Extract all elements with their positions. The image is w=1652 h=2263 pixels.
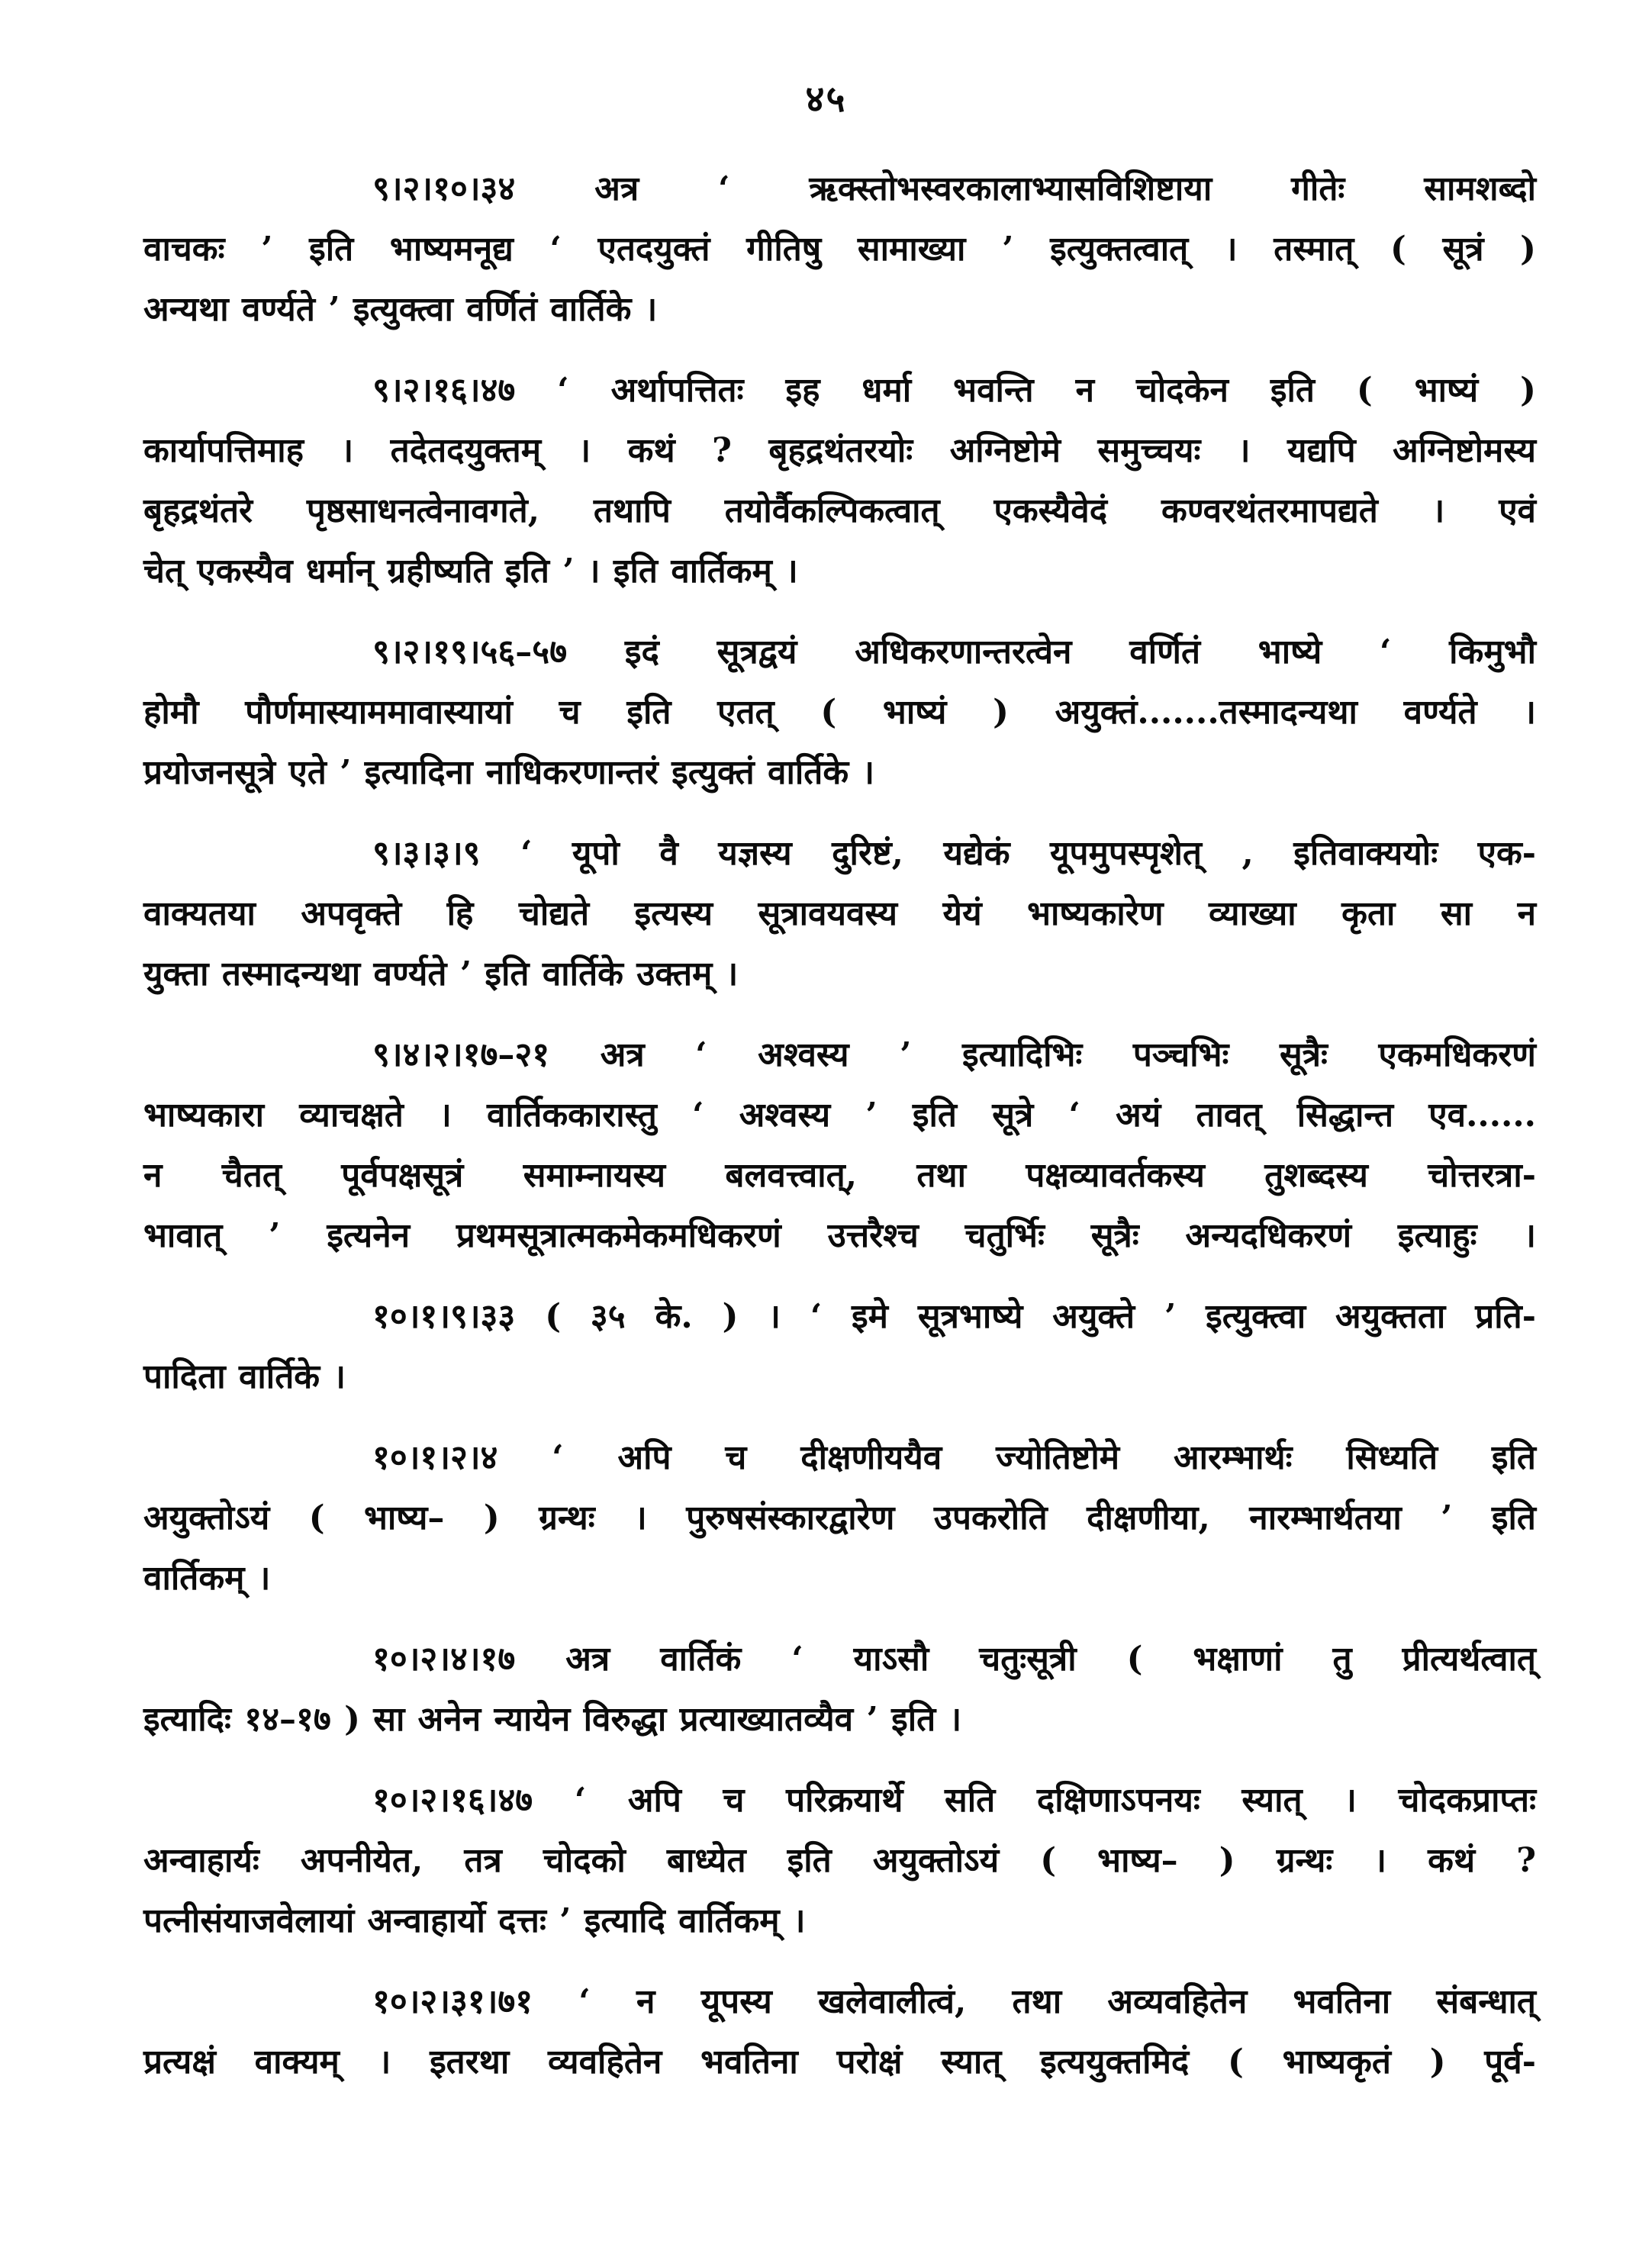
paragraph xyxy=(143,1770,1536,1951)
text-line: ९।२।१६।४७ ‘ अर्थापत्तितः इह धर्मा भवन्ति न चोदकेन इति ( भाष्यं ) xyxy=(372,371,1536,410)
text-line: प्रत्यक्षं वाक्यम् । इतरथा व्यवहितेन भवतिना परोक्षं स्यात् इत्ययुक्तमिदं ( भाष्यकृतं ) पूर्व- xyxy=(143,2042,1536,2081)
paragraph xyxy=(143,1428,1536,1608)
text-line: होमौ पौर्णमास्याममावास्यायां च इति एतत् ( भाष्यं ) अयुक्तं.......तस्मादन्यथा वर्ण्यते । xyxy=(143,693,1536,732)
text-line: कार्यापत्तिमाह । तदेतदयुक्तम् । कथं ? बृहद्रथंतरयोः अग्निष्टोमे समुच्चयः । यद्यपि अग्निष्टोमस्य xyxy=(143,431,1536,470)
page-number: ४५ xyxy=(805,78,847,121)
text-line: अन्यथा वर्ण्यते ’ इत्युक्त्वा वर्णितं वार्तिके । xyxy=(143,290,658,329)
text-line: १०।२।३१।७१ ‘ न यूपस्य खलेवालीत्वं, तथा अव्यवहितेन भवतिना संबन्धात् xyxy=(372,1982,1536,2021)
text-line: युक्ता तस्मादन्यथा वर्ण्यते ’ इति वार्तिके उक्तम् । xyxy=(143,954,739,993)
text-line: वार्तिकम् । xyxy=(143,1559,271,1598)
paragraph xyxy=(143,1025,1536,1266)
page-body xyxy=(143,159,1536,2113)
text-line: ९।३।३।९ ‘ यूपो वै यज्ञस्य दुरिष्टं, यद्येकं यूपमुपस्पृशेत् , इतिवाक्ययोः एक- xyxy=(372,834,1536,873)
text-line: पादिता वार्तिके । xyxy=(143,1357,346,1396)
text-line: ९।२।१९।५६–५७ इदं सूत्रद्वयं अधिकरणान्तरत्वेन वर्णितं भाष्ये ‘ किमुभौ xyxy=(372,633,1536,671)
text-line: अन्वाहार्यः अपनीयेत, तत्र चोदको बाध्येत इति अयुक्तोऽयं ( भाष्य– ) ग्रन्थः । कथं ? xyxy=(143,1841,1536,1880)
paragraph xyxy=(143,823,1536,1004)
text-line: १०।२।१६।४७ ‘ अपि च परिक्रयार्थे सति दक्षिणाऽपनयः स्यात् । चोदकप्राप्तः xyxy=(372,1781,1536,1820)
text-line: ९।२।१०।३४ अत्र ‘ ऋक्स्तोभस्वरकालाभ्यासविशिष्टाया गीतेः सामशब्दो xyxy=(372,169,1536,208)
text-line: वाक्यतया अपवृक्ते हि चोद्यते इत्यस्य सूत्रावयवस्य येयं भाष्यकारेण व्याख्या कृता सा न xyxy=(143,894,1536,933)
text-line: न चैतत् पूर्वपक्षसूत्रं समाम्नायस्य बलवत्त्वात्, तथा पक्षव्यावर्तकस्य तुशब्दस्य चोत्तरत्रा- xyxy=(143,1156,1536,1195)
text-line: प्रयोजनसूत्रे एते ’ इत्यादिना नाधिकरणान्तरं इत्युक्तं वार्तिके । xyxy=(143,753,875,792)
text-line: वाचकः ’ इति भाष्यमनूद्य ‘ एतदयुक्तं गीतिषु सामाख्या ’ इत्युक्तत्वात् । तस्मात् ( सूत्रं ) xyxy=(143,230,1536,269)
text-line: अयुक्तोऽयं ( भाष्य– ) ग्रन्थः । पुरुषसंस्कारद्वारेण उपकरोति दीक्षणीया, नारम्भार्थतया ’ इति xyxy=(143,1498,1536,1537)
text-line: भाष्यकारा व्याचक्षते । वार्तिककारास्तु ‘ अश्वस्य ’ इति सूत्रे ‘ अयं तावत् सिद्धान्त एव...... xyxy=(143,1096,1536,1135)
text-line: चेत् एकस्यैव धर्मान् ग्रहीष्यति इति ’ । इति वार्तिकम् । xyxy=(143,552,798,591)
text-line: ९।४।२।१७–२१ अत्र ‘ अश्वस्य ’ इत्यादिभिः पञ्चभिः सूत्रैः एकमधिकरणं xyxy=(372,1035,1536,1074)
paragraph xyxy=(143,1629,1536,1750)
paragraph xyxy=(143,622,1536,803)
text-line: बृहद्रथंतरे पृष्ठसाधनत्वेनावगते, तथापि तयोर्वैकल्पिकत्वात् एकस्यैवेदं कण्वरथंतरमापद्यते । एवं xyxy=(143,491,1536,530)
text-line: १०।१।९।३३ ( ३५ के. ) । ‘ इमे सूत्रभाष्ये अयुक्ते ’ इत्युक्त्वा अयुक्तता प्रति- xyxy=(372,1297,1536,1336)
text-line: इत्यादिः १४–१७ ) सा अनेन न्यायेन विरुद्धा प्रत्याख्यातव्यैव ’ इति । xyxy=(143,1700,962,1739)
paragraph xyxy=(143,159,1536,340)
text-line: पत्नीसंयाजवेलायां अन्वाहार्यो दत्तः ’ इत्यादि वार्तिकम् । xyxy=(143,1901,806,1940)
paragraph xyxy=(143,1286,1536,1407)
text-line: १०।१।२।४ ‘ अपि च दीक्षणीययैव ज्योतिष्टोमे आरम्भार्थः सिध्यति इति xyxy=(372,1438,1536,1477)
text-line: भावात् ’ इत्यनेन प्रथमसूत्रात्मकमेकमधिकरणं उत्तरैश्च चतुर्भिः सूत्रैः अन्यदधिकरणं इत्याहुः । xyxy=(143,1216,1536,1255)
text-line: १०।२।४।१७ अत्र वार्तिकं ‘ याऽसौ चतुःसूत्री ( भक्षाणां तु प्रीत्यर्थत्वात् xyxy=(372,1640,1536,1679)
paragraph xyxy=(143,1972,1536,2092)
paragraph xyxy=(143,360,1536,601)
